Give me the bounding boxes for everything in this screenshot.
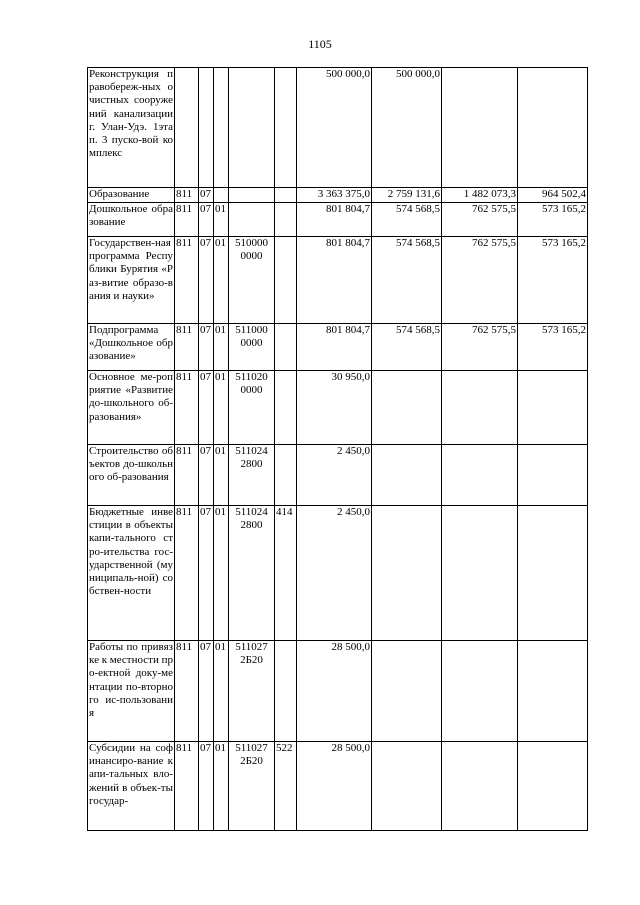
table-row bbox=[88, 324, 588, 371]
cell-v1: 500 000,0 bbox=[297, 68, 372, 188]
table-row bbox=[88, 188, 588, 203]
cell-v1: 28 500,0 bbox=[297, 742, 372, 831]
article-code-part2: 2Б20 bbox=[240, 755, 263, 768]
cell-v1: 801 804,7 bbox=[297, 324, 372, 371]
cell-v3 bbox=[442, 641, 518, 742]
cell-v2 bbox=[372, 371, 442, 445]
cell-v1: 30 950,0 bbox=[297, 371, 372, 445]
cell-v2: 574 568,5 bbox=[372, 203, 442, 237]
article-code-part2: 0000 bbox=[240, 384, 263, 397]
cell-name: Дошкольное образование bbox=[88, 203, 175, 237]
cell-v4: 573 165,2 bbox=[518, 324, 588, 371]
cell-v4: 573 165,2 bbox=[518, 237, 588, 324]
cell-vr bbox=[275, 371, 297, 445]
cell-v3 bbox=[442, 742, 518, 831]
cell-gr: 811 bbox=[175, 742, 199, 831]
cell-pr bbox=[214, 188, 229, 203]
table-row bbox=[88, 445, 588, 506]
cell-name: Государствен-ная программа Республики Бурятия «Раз-витие образо-вания и науки» bbox=[88, 237, 175, 324]
table-row bbox=[88, 371, 588, 445]
cell-v4 bbox=[518, 371, 588, 445]
article-code-part1: 510000 bbox=[235, 237, 268, 249]
table-row bbox=[88, 506, 588, 641]
cell-vr: 414 bbox=[275, 506, 297, 641]
cell-pr: 01 bbox=[214, 237, 229, 324]
cell-article bbox=[229, 188, 275, 203]
cell-rz: 07 bbox=[199, 641, 214, 742]
cell-v3: 1 482 073,3 bbox=[442, 188, 518, 203]
cell-v3 bbox=[442, 68, 518, 188]
cell-vr bbox=[275, 68, 297, 188]
cell-name: Реконструкция правобереж-ных очистных сооружений канализации г. Улан-Удэ. 1этап. 3 пуско-вой комплекс bbox=[88, 68, 175, 188]
article-code-part2: 2800 bbox=[240, 458, 263, 471]
cell-v2 bbox=[372, 445, 442, 506]
cell-v1: 2 450,0 bbox=[297, 445, 372, 506]
cell-v1: 801 804,7 bbox=[297, 237, 372, 324]
cell-rz: 07 bbox=[199, 203, 214, 237]
table-row bbox=[88, 641, 588, 742]
cell-gr: 811 bbox=[175, 203, 199, 237]
cell-v4 bbox=[518, 742, 588, 831]
table-row bbox=[88, 742, 588, 831]
cell-v4 bbox=[518, 506, 588, 641]
cell-gr: 811 bbox=[175, 188, 199, 203]
cell-gr bbox=[175, 68, 199, 188]
cell-v3: 762 575,5 bbox=[442, 203, 518, 237]
cell-rz: 07 bbox=[199, 371, 214, 445]
cell-rz: 07 bbox=[199, 742, 214, 831]
article-code-part1: 511000 bbox=[235, 324, 268, 336]
cell-article bbox=[229, 445, 275, 506]
cell-v3: 762 575,5 bbox=[442, 237, 518, 324]
article-code-part2: 0000 bbox=[240, 250, 263, 263]
cell-article bbox=[229, 506, 275, 641]
cell-gr: 811 bbox=[175, 371, 199, 445]
cell-pr: 01 bbox=[214, 203, 229, 237]
cell-name: Подпрограмма «Дошкольное образование» bbox=[88, 324, 175, 371]
table-row bbox=[88, 68, 588, 188]
cell-name: Работы по привязке к местности про-ектной доку-ментации по-вторного ис-пользования bbox=[88, 641, 175, 742]
cell-name: Строительство объектов до-школьного об-разования bbox=[88, 445, 175, 506]
cell-article bbox=[229, 742, 275, 831]
cell-pr bbox=[214, 68, 229, 188]
cell-article bbox=[229, 641, 275, 742]
cell-name: Субсидии на софинансиро-вание капи-тальных вло-жений в объек-ты государ- bbox=[88, 742, 175, 831]
cell-v2: 574 568,5 bbox=[372, 324, 442, 371]
cell-v4 bbox=[518, 68, 588, 188]
budget-table bbox=[87, 67, 588, 831]
cell-v2: 500 000,0 bbox=[372, 68, 442, 188]
cell-rz bbox=[199, 68, 214, 188]
article-code-part1: 511024 bbox=[235, 445, 268, 457]
cell-gr: 811 bbox=[175, 506, 199, 641]
cell-v2 bbox=[372, 641, 442, 742]
page-number: 1105 bbox=[308, 37, 332, 51]
cell-v3 bbox=[442, 371, 518, 445]
cell-pr: 01 bbox=[214, 324, 229, 371]
cell-gr: 811 bbox=[175, 237, 199, 324]
cell-gr: 811 bbox=[175, 324, 199, 371]
table-row bbox=[88, 203, 588, 237]
cell-pr: 01 bbox=[214, 371, 229, 445]
cell-vr bbox=[275, 237, 297, 324]
cell-article bbox=[229, 371, 275, 445]
cell-v4: 573 165,2 bbox=[518, 203, 588, 237]
cell-v2: 2 759 131,6 bbox=[372, 188, 442, 203]
cell-pr: 01 bbox=[214, 742, 229, 831]
cell-article bbox=[229, 237, 275, 324]
cell-v3: 762 575,5 bbox=[442, 324, 518, 371]
cell-rz: 07 bbox=[199, 506, 214, 641]
cell-gr: 811 bbox=[175, 641, 199, 742]
cell-v2: 574 568,5 bbox=[372, 237, 442, 324]
cell-pr: 01 bbox=[214, 506, 229, 641]
cell-rz: 07 bbox=[199, 237, 214, 324]
cell-v2 bbox=[372, 506, 442, 641]
cell-vr bbox=[275, 188, 297, 203]
cell-vr bbox=[275, 203, 297, 237]
cell-pr: 01 bbox=[214, 445, 229, 506]
cell-vr bbox=[275, 324, 297, 371]
article-code-part1: 511024 bbox=[235, 506, 268, 518]
cell-name: Образование bbox=[88, 188, 175, 203]
article-code-part2: 0000 bbox=[240, 337, 263, 350]
cell-gr: 811 bbox=[175, 445, 199, 506]
cell-article bbox=[229, 68, 275, 188]
cell-article bbox=[229, 203, 275, 237]
cell-v4: 964 502,4 bbox=[518, 188, 588, 203]
article-code-part2: 2Б20 bbox=[240, 654, 263, 667]
cell-v2 bbox=[372, 742, 442, 831]
cell-article bbox=[229, 324, 275, 371]
cell-name: Бюджетные инвестиции в объекты капи-тального стро-ительства гос-ударственной (муниципаль-ной) собствен-ности bbox=[88, 506, 175, 641]
cell-vr bbox=[275, 445, 297, 506]
cell-name: Основное ме-роприятие «Развитие до-школьного об-разования» bbox=[88, 371, 175, 445]
cell-v1: 2 450,0 bbox=[297, 506, 372, 641]
article-code-part1: 511027 bbox=[235, 641, 268, 653]
cell-v3 bbox=[442, 445, 518, 506]
cell-v4 bbox=[518, 445, 588, 506]
table-row bbox=[88, 237, 588, 324]
table-body bbox=[88, 68, 588, 831]
cell-rz: 07 bbox=[199, 324, 214, 371]
cell-v4 bbox=[518, 641, 588, 742]
cell-v3 bbox=[442, 506, 518, 641]
cell-rz: 07 bbox=[199, 188, 214, 203]
cell-v1: 28 500,0 bbox=[297, 641, 372, 742]
article-code-part1: 511027 bbox=[235, 742, 268, 754]
article-code-part2: 2800 bbox=[240, 519, 263, 532]
cell-pr: 01 bbox=[214, 641, 229, 742]
cell-vr bbox=[275, 641, 297, 742]
article-code-part1: 511020 bbox=[235, 371, 268, 383]
cell-vr: 522 bbox=[275, 742, 297, 831]
cell-v1: 801 804,7 bbox=[297, 203, 372, 237]
cell-v1: 3 363 375,0 bbox=[297, 188, 372, 203]
cell-rz: 07 bbox=[199, 445, 214, 506]
